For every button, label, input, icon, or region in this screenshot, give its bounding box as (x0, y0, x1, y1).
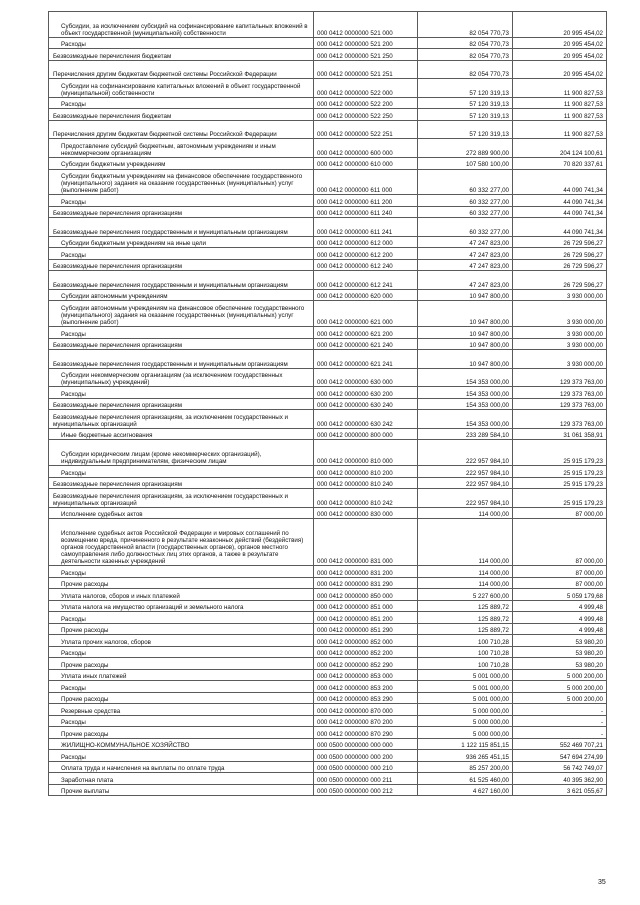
row-name-cell: Расходы (49, 681, 314, 693)
row-code-cell: 000 0412 0000000 522 250 (314, 109, 418, 121)
row-executed-amount-cell: 53 980,20 (513, 646, 607, 658)
row-executed-amount-cell: 5 000 200,00 (513, 692, 607, 704)
table-row (49, 635, 607, 647)
row-executed-amount-cell: 25 915 179,23 (513, 489, 607, 508)
table-row (49, 37, 607, 49)
row-executed-amount-cell: 3 930 000,00 (513, 338, 607, 350)
row-code-cell: 000 0412 0000000 521 000 (314, 12, 418, 38)
table-row (49, 658, 607, 670)
row-name-cell: Безвозмездные перечисления организациям, за исключением государственных и муниципальных организаций (49, 410, 314, 429)
row-approved-amount-cell: 10 947 800,00 (418, 301, 513, 327)
row-executed-amount-cell: 40 395 362,90 (513, 773, 607, 785)
row-code-cell: 000 0412 0000000 831 290 (314, 577, 418, 589)
row-name-cell: Субсидии некоммерческим организациям (за исключением государственных (муниципальных) учреждений) (49, 368, 314, 387)
row-approved-amount-cell: 125 889,72 (418, 612, 513, 624)
row-name-cell: Уплата налогов, сборов и иных платежей (49, 589, 314, 601)
row-name-cell: Расходы (49, 566, 314, 578)
row-executed-amount-cell: 25 915 179,23 (513, 440, 607, 466)
row-code-cell: 000 0412 0000000 853 000 (314, 669, 418, 681)
table-row (49, 761, 607, 773)
row-name-cell: Субсидии автономным учреждениям на финансовое обеспечение государственного (муниципального) задания на оказание государственных (муниципальных) услуг (выполнение работ) (49, 301, 314, 327)
row-executed-amount-cell: 31 061 358,91 (513, 428, 607, 440)
row-approved-amount-cell: 154 353 000,00 (418, 398, 513, 410)
report-sheet (48, 11, 606, 796)
table-row (49, 206, 607, 218)
row-executed-amount-cell: 87 000,00 (513, 519, 607, 566)
row-executed-amount-cell: 129 373 763,00 (513, 368, 607, 387)
table-row (49, 589, 607, 601)
row-approved-amount-cell: 114 000,00 (418, 566, 513, 578)
row-executed-amount-cell: 547 694 274,99 (513, 750, 607, 762)
table-row (49, 139, 607, 158)
row-name-cell: Прочие расходы (49, 692, 314, 704)
row-executed-amount-cell: 3 621 055,67 (513, 784, 607, 796)
row-executed-amount-cell: - (513, 704, 607, 716)
row-code-cell: 000 0412 0000000 612 000 (314, 236, 418, 248)
row-code-cell: 000 0412 0000000 810 200 (314, 466, 418, 478)
row-executed-amount-cell: 53 980,20 (513, 635, 607, 647)
row-approved-amount-cell: 114 000,00 (418, 507, 513, 519)
row-name-cell: Субсидии бюджетным учреждениям (49, 158, 314, 170)
row-approved-amount-cell: 57 120 319,13 (418, 79, 513, 98)
row-name-cell: Перечисления другим бюджетам бюджетной системы Российской Федерации (49, 60, 314, 79)
row-name-cell: Исполнение судебных актов (49, 507, 314, 519)
row-code-cell: 000 0412 0000000 522 000 (314, 79, 418, 98)
table-row (49, 428, 607, 440)
row-code-cell: 000 0412 0000000 852 000 (314, 635, 418, 647)
row-code-cell: 000 0412 0000000 621 000 (314, 301, 418, 327)
row-approved-amount-cell: 154 353 000,00 (418, 368, 513, 387)
table-row (49, 120, 607, 139)
row-code-cell: 000 0412 0000000 851 000 (314, 600, 418, 612)
row-executed-amount-cell: 129 373 763,00 (513, 398, 607, 410)
row-code-cell: 000 0412 0000000 612 240 (314, 259, 418, 271)
table-row (49, 669, 607, 681)
row-approved-amount-cell: 47 247 823,00 (418, 271, 513, 290)
row-executed-amount-cell: 5 000 200,00 (513, 681, 607, 693)
row-executed-amount-cell: 25 915 179,23 (513, 477, 607, 489)
page-number: 35 (598, 879, 606, 886)
table-row (49, 338, 607, 350)
row-name-cell: Исполнение судебных актов Российской Федерации и мировых соглашений по возмещению вреда, причиненного в результате незаконных действий (бездействия) органов государственной власти (государственных органов), органов местного самоуправления либо должностных лиц этих органов, а также в результате деятельности казенных учреждений (49, 519, 314, 566)
row-code-cell: 000 0412 0000000 621 240 (314, 338, 418, 350)
row-approved-amount-cell: 82 054 770,73 (418, 60, 513, 79)
row-name-cell: Заработная плата (49, 773, 314, 785)
table-row (49, 236, 607, 248)
row-executed-amount-cell: 44 090 741,34 (513, 218, 607, 237)
row-name-cell: Субсидии, за исключением субсидий на софинансирование капитальных вложений в объект государственной (муниципальной) собственности (49, 12, 314, 38)
row-executed-amount-cell: 3 930 000,00 (513, 289, 607, 301)
row-name-cell: Субсидии юридическим лицам (кроме некоммерческих организаций), индивидуальным предпринимателям, физическим лицам (49, 440, 314, 466)
row-approved-amount-cell: 5 000 000,00 (418, 727, 513, 739)
row-code-cell: 000 0412 0000000 611 241 (314, 218, 418, 237)
row-code-cell: 000 0412 0000000 630 000 (314, 368, 418, 387)
row-approved-amount-cell: 5 000 000,00 (418, 704, 513, 716)
table-row (49, 398, 607, 410)
row-approved-amount-cell: 47 247 823,00 (418, 236, 513, 248)
row-approved-amount-cell: 4 627 160,00 (418, 784, 513, 796)
row-code-cell: 000 0412 0000000 630 242 (314, 410, 418, 429)
row-name-cell: Прочие выплаты (49, 784, 314, 796)
row-executed-amount-cell: 20 995 454,02 (513, 12, 607, 38)
table-row (49, 704, 607, 716)
row-executed-amount-cell: - (513, 727, 607, 739)
table-row (49, 49, 607, 61)
table-row (49, 466, 607, 478)
row-approved-amount-cell: 47 247 823,00 (418, 248, 513, 260)
table-row (49, 566, 607, 578)
table-row (49, 12, 607, 38)
row-executed-amount-cell: 87 000,00 (513, 507, 607, 519)
row-approved-amount-cell: 60 332 277,00 (418, 195, 513, 207)
row-name-cell: Прочие расходы (49, 658, 314, 670)
row-name-cell: Расходы (49, 327, 314, 339)
table-row (49, 248, 607, 260)
row-executed-amount-cell: 3 930 000,00 (513, 327, 607, 339)
row-approved-amount-cell: 10 947 800,00 (418, 327, 513, 339)
row-approved-amount-cell: 5 001 000,00 (418, 692, 513, 704)
row-name-cell: Расходы (49, 37, 314, 49)
row-approved-amount-cell: 233 289 584,10 (418, 428, 513, 440)
table-row (49, 750, 607, 762)
row-approved-amount-cell: 82 054 770,73 (418, 49, 513, 61)
row-code-cell: 000 0412 0000000 521 200 (314, 37, 418, 49)
row-executed-amount-cell: 4 999,48 (513, 612, 607, 624)
row-executed-amount-cell: 44 090 741,34 (513, 206, 607, 218)
row-name-cell: Субсидии на софинансирование капитальных вложений в объект государственной (муниципальной) собственности (49, 79, 314, 98)
row-approved-amount-cell: 82 054 770,73 (418, 37, 513, 49)
row-code-cell: 000 0412 0000000 851 200 (314, 612, 418, 624)
row-name-cell: Перечисления другим бюджетам бюджетной системы Российской Федерации (49, 120, 314, 139)
row-executed-amount-cell: 53 980,20 (513, 658, 607, 670)
row-code-cell: 000 0412 0000000 621 241 (314, 350, 418, 369)
table-row (49, 158, 607, 170)
table-row (49, 519, 607, 566)
row-name-cell: Уплата налога на имущество организаций и земельного налога (49, 600, 314, 612)
row-code-cell: 000 0412 0000000 851 290 (314, 623, 418, 635)
row-approved-amount-cell: 272 889 900,00 (418, 139, 513, 158)
table-row (49, 289, 607, 301)
row-executed-amount-cell: 70 820 337,61 (513, 158, 607, 170)
row-approved-amount-cell: 100 710,28 (418, 635, 513, 647)
row-executed-amount-cell: 11 900 827,53 (513, 120, 607, 139)
row-code-cell: 000 0412 0000000 612 200 (314, 248, 418, 260)
table-row (49, 79, 607, 98)
table-row (49, 387, 607, 399)
row-approved-amount-cell: 125 889,72 (418, 623, 513, 635)
row-executed-amount-cell: 87 000,00 (513, 577, 607, 589)
row-name-cell: Расходы (49, 248, 314, 260)
table-row (49, 600, 607, 612)
row-name-cell: Расходы (49, 715, 314, 727)
row-executed-amount-cell: 5 000 200,00 (513, 669, 607, 681)
row-approved-amount-cell: 5 227 600,00 (418, 589, 513, 601)
table-row (49, 195, 607, 207)
row-code-cell: 000 0412 0000000 831 200 (314, 566, 418, 578)
table-row (49, 784, 607, 796)
table-row (49, 612, 607, 624)
budget-execution-table (48, 11, 607, 796)
table-row (49, 623, 607, 635)
row-code-cell: 000 0412 0000000 853 200 (314, 681, 418, 693)
row-approved-amount-cell: 5 001 000,00 (418, 669, 513, 681)
row-approved-amount-cell: 47 247 823,00 (418, 259, 513, 271)
table-row (49, 489, 607, 508)
row-approved-amount-cell: 125 889,72 (418, 600, 513, 612)
row-code-cell: 000 0412 0000000 810 240 (314, 477, 418, 489)
row-name-cell: Безвозмездные перечисления организациям (49, 259, 314, 271)
row-approved-amount-cell: 5 000 000,00 (418, 715, 513, 727)
row-approved-amount-cell: 10 947 800,00 (418, 289, 513, 301)
row-approved-amount-cell: 107 580 100,00 (418, 158, 513, 170)
row-approved-amount-cell: 154 353 000,00 (418, 410, 513, 429)
row-code-cell: 000 0412 0000000 853 290 (314, 692, 418, 704)
row-executed-amount-cell: 552 469 707,21 (513, 738, 607, 750)
row-executed-amount-cell: 26 729 596,27 (513, 271, 607, 290)
table-row (49, 738, 607, 750)
table-row (49, 301, 607, 327)
row-approved-amount-cell: 85 257 200,00 (418, 761, 513, 773)
row-executed-amount-cell: 25 915 179,23 (513, 466, 607, 478)
row-executed-amount-cell: 3 930 000,00 (513, 301, 607, 327)
row-name-cell: Безвозмездные перечисления организациям (49, 477, 314, 489)
row-executed-amount-cell: 20 995 454,02 (513, 60, 607, 79)
row-code-cell: 000 0412 0000000 521 251 (314, 60, 418, 79)
table-row (49, 218, 607, 237)
row-name-cell: Безвозмездные перечисления государственным и муниципальным организациям (49, 218, 314, 237)
row-name-cell: Расходы (49, 97, 314, 109)
table-row (49, 646, 607, 658)
row-approved-amount-cell: 61 525 460,00 (418, 773, 513, 785)
row-code-cell: 000 0412 0000000 612 241 (314, 271, 418, 290)
row-approved-amount-cell: 222 957 984,10 (418, 466, 513, 478)
row-executed-amount-cell: 3 930 000,00 (513, 350, 607, 369)
row-name-cell: Уплата прочих налогов, сборов (49, 635, 314, 647)
row-approved-amount-cell: 57 120 319,13 (418, 120, 513, 139)
row-name-cell: Расходы (49, 750, 314, 762)
table-row (49, 773, 607, 785)
row-executed-amount-cell: 26 729 596,27 (513, 248, 607, 260)
row-approved-amount-cell: 60 332 277,00 (418, 218, 513, 237)
row-approved-amount-cell: 222 957 984,10 (418, 489, 513, 508)
table-row (49, 259, 607, 271)
row-code-cell: 000 0412 0000000 522 251 (314, 120, 418, 139)
row-approved-amount-cell: 10 947 800,00 (418, 338, 513, 350)
row-approved-amount-cell: 100 710,28 (418, 646, 513, 658)
row-executed-amount-cell: 44 090 741,34 (513, 195, 607, 207)
row-code-cell: 000 0500 0000000 000 212 (314, 784, 418, 796)
row-name-cell: Прочие расходы (49, 577, 314, 589)
row-name-cell: Безвозмездные перечисления государственным и муниципальным организациям (49, 350, 314, 369)
row-executed-amount-cell: 11 900 827,53 (513, 97, 607, 109)
row-name-cell: Безвозмездные перечисления организациям (49, 206, 314, 218)
row-executed-amount-cell: 87 000,00 (513, 566, 607, 578)
row-code-cell: 000 0412 0000000 870 200 (314, 715, 418, 727)
row-approved-amount-cell: 57 120 319,13 (418, 97, 513, 109)
row-code-cell: 000 0412 0000000 620 000 (314, 289, 418, 301)
row-executed-amount-cell: 5 059 179,68 (513, 589, 607, 601)
row-approved-amount-cell: 82 054 770,73 (418, 12, 513, 38)
table-row (49, 692, 607, 704)
table-row (49, 368, 607, 387)
row-executed-amount-cell: - (513, 715, 607, 727)
row-code-cell: 000 0500 0000000 000 210 (314, 761, 418, 773)
row-executed-amount-cell: 204 124 100,61 (513, 139, 607, 158)
row-name-cell: Безвозмездные перечисления бюджетам (49, 109, 314, 121)
row-name-cell: Оплата труда и начисления на выплаты по оплате труда (49, 761, 314, 773)
row-code-cell: 000 0412 0000000 522 200 (314, 97, 418, 109)
row-approved-amount-cell: 5 001 000,00 (418, 681, 513, 693)
row-executed-amount-cell: 26 729 596,27 (513, 259, 607, 271)
row-approved-amount-cell: 222 957 984,10 (418, 477, 513, 489)
row-approved-amount-cell: 154 353 000,00 (418, 387, 513, 399)
row-code-cell: 000 0412 0000000 831 000 (314, 519, 418, 566)
row-name-cell: Расходы (49, 646, 314, 658)
row-name-cell: Субсидии бюджетным учреждениям на финансовое обеспечение государственного (муниципального) задания на оказание государственных (муниципальных) услуг (выполнение работ) (49, 169, 314, 195)
table-row (49, 60, 607, 79)
row-name-cell: Расходы (49, 466, 314, 478)
row-code-cell: 000 0500 0000000 000 000 (314, 738, 418, 750)
table-row (49, 109, 607, 121)
row-executed-amount-cell: 44 090 741,34 (513, 169, 607, 195)
row-code-cell: 000 0412 0000000 852 200 (314, 646, 418, 658)
row-code-cell: 000 0500 0000000 000 211 (314, 773, 418, 785)
row-approved-amount-cell: 60 332 277,00 (418, 169, 513, 195)
table-body (49, 12, 607, 796)
table-row (49, 440, 607, 466)
row-name-cell: Предоставление субсидий бюджетным, автономным учреждениям и иным некоммерческим организациям (49, 139, 314, 158)
row-executed-amount-cell: 26 729 596,27 (513, 236, 607, 248)
table-row (49, 681, 607, 693)
row-executed-amount-cell: 20 995 454,02 (513, 37, 607, 49)
row-name-cell: Безвозмездные перечисления государственным и муниципальным организациям (49, 271, 314, 290)
row-executed-amount-cell: 4 999,48 (513, 600, 607, 612)
row-approved-amount-cell: 114 000,00 (418, 519, 513, 566)
row-name-cell: Безвозмездные перечисления бюджетам (49, 49, 314, 61)
row-name-cell: Расходы (49, 612, 314, 624)
row-code-cell: 000 0412 0000000 630 200 (314, 387, 418, 399)
row-code-cell: 000 0412 0000000 621 200 (314, 327, 418, 339)
row-code-cell: 000 0500 0000000 000 200 (314, 750, 418, 762)
table-row (49, 97, 607, 109)
row-name-cell: Расходы (49, 195, 314, 207)
table-row (49, 577, 607, 589)
row-name-cell: Резервные средства (49, 704, 314, 716)
row-code-cell: 000 0412 0000000 870 000 (314, 704, 418, 716)
row-name-cell: Уплата иных платежей (49, 669, 314, 681)
row-name-cell: Субсидии бюджетным учреждениям на иные цели (49, 236, 314, 248)
row-name-cell: Субсидии автономным учреждениям (49, 289, 314, 301)
table-row (49, 327, 607, 339)
row-approved-amount-cell: 57 120 319,13 (418, 109, 513, 121)
row-code-cell: 000 0412 0000000 810 242 (314, 489, 418, 508)
row-name-cell: Прочие расходы (49, 727, 314, 739)
row-code-cell: 000 0412 0000000 810 000 (314, 440, 418, 466)
row-code-cell: 000 0412 0000000 852 290 (314, 658, 418, 670)
row-code-cell: 000 0412 0000000 600 000 (314, 139, 418, 158)
table-row (49, 715, 607, 727)
table-row (49, 350, 607, 369)
row-code-cell: 000 0412 0000000 800 000 (314, 428, 418, 440)
row-approved-amount-cell: 936 265 451,15 (418, 750, 513, 762)
table-row (49, 507, 607, 519)
row-executed-amount-cell: 20 995 454,02 (513, 49, 607, 61)
row-name-cell: Безвозмездные перечисления организациям, за исключением государственных и муниципальных организаций (49, 489, 314, 508)
row-name-cell: Прочие расходы (49, 623, 314, 635)
row-approved-amount-cell: 10 947 800,00 (418, 350, 513, 369)
row-code-cell: 000 0412 0000000 830 000 (314, 507, 418, 519)
table-row (49, 169, 607, 195)
row-name-cell: Расходы (49, 387, 314, 399)
row-executed-amount-cell: 129 373 763,00 (513, 387, 607, 399)
row-code-cell: 000 0412 0000000 521 250 (314, 49, 418, 61)
row-code-cell: 000 0412 0000000 611 000 (314, 169, 418, 195)
row-executed-amount-cell: 11 900 827,53 (513, 79, 607, 98)
row-executed-amount-cell: 56 742 749,07 (513, 761, 607, 773)
row-code-cell: 000 0412 0000000 850 000 (314, 589, 418, 601)
row-approved-amount-cell: 114 000,00 (418, 577, 513, 589)
row-code-cell: 000 0412 0000000 870 290 (314, 727, 418, 739)
row-approved-amount-cell: 1 122 115 851,15 (418, 738, 513, 750)
row-executed-amount-cell: 11 900 827,53 (513, 109, 607, 121)
row-executed-amount-cell: 129 373 763,00 (513, 410, 607, 429)
row-approved-amount-cell: 222 957 984,10 (418, 440, 513, 466)
row-code-cell: 000 0412 0000000 611 240 (314, 206, 418, 218)
table-row (49, 727, 607, 739)
row-name-cell: Безвозмездные перечисления организациям (49, 398, 314, 410)
row-approved-amount-cell: 100 710,28 (418, 658, 513, 670)
row-name-cell: Безвозмездные перечисления организациям (49, 338, 314, 350)
table-row (49, 410, 607, 429)
row-code-cell: 000 0412 0000000 630 240 (314, 398, 418, 410)
row-code-cell: 000 0412 0000000 611 200 (314, 195, 418, 207)
row-executed-amount-cell: 4 999,48 (513, 623, 607, 635)
table-row (49, 477, 607, 489)
row-approved-amount-cell: 60 332 277,00 (418, 206, 513, 218)
table-row (49, 271, 607, 290)
row-name-cell: Иные бюджетные ассигнования (49, 428, 314, 440)
row-name-cell: ЖИЛИЩНО-КОММУНАЛЬНОЕ ХОЗЯЙСТВО (49, 738, 314, 750)
row-code-cell: 000 0412 0000000 610 000 (314, 158, 418, 170)
